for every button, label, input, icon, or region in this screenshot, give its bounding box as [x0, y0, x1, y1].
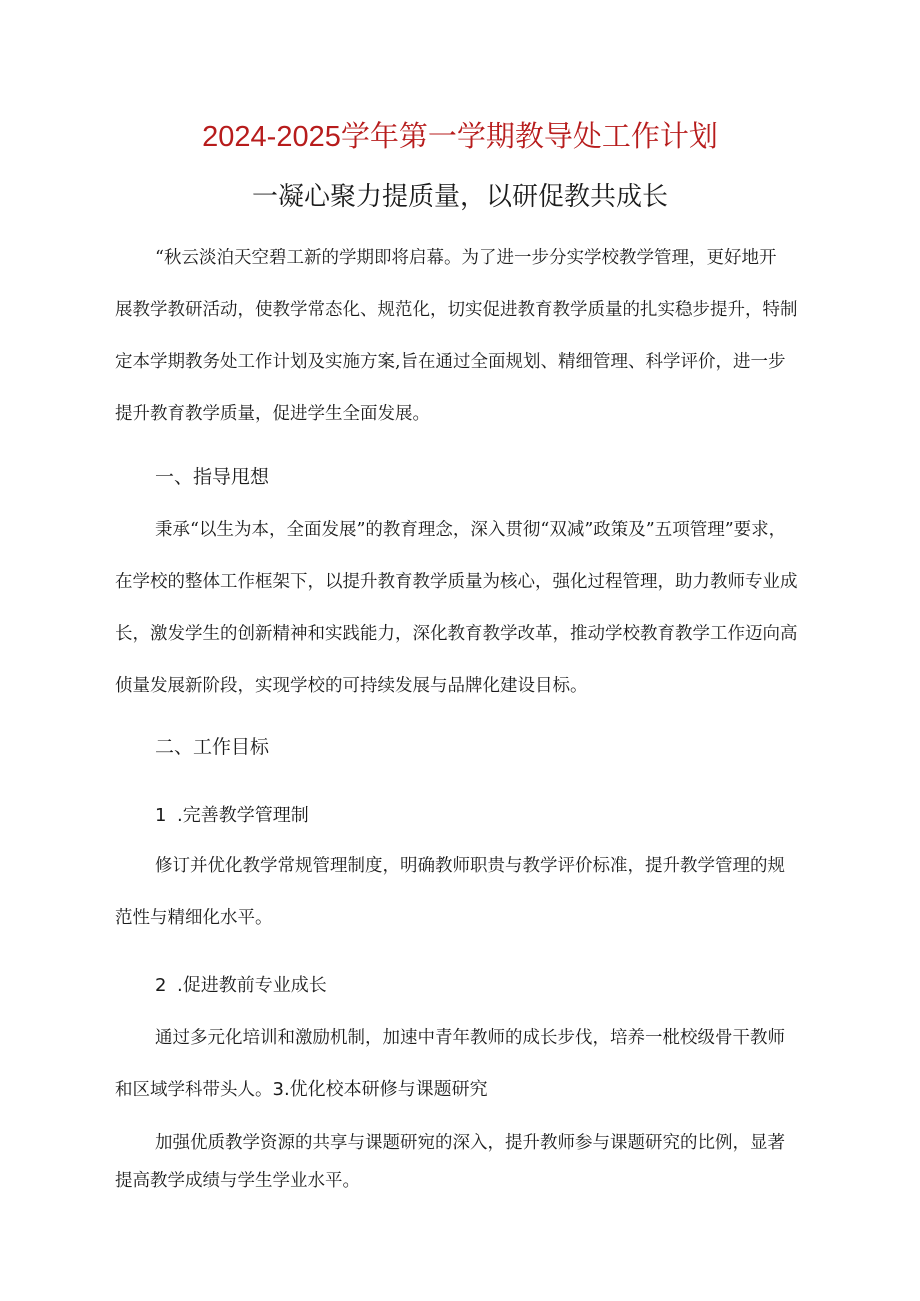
goal-item-1-line: 范性与精细化水平。 — [115, 908, 273, 928]
goal-item-3-line: 加强优质教学资源的共享与课题研宛的深入，提升教师参与课题研究的比例，显著 — [155, 1133, 785, 1153]
goal-item-3-heading: 3.优化校本研修与课题研究 — [272, 1079, 488, 1100]
section-heading-work-goals: 二、工作目标 — [155, 736, 270, 758]
goal-item-2-line: 通过多元化培训和激励机制，加速中青年教师的成长步伐，培养一枇校级骨干教师 — [155, 1028, 785, 1048]
goal-item-1-paragraph — [115, 840, 830, 944]
section1-line: 长，激发学生的创新精神和实践能力，深化教育教学改革，推动学校教育教学工作迈向高 — [115, 624, 798, 644]
section1-line: 在学校的整体工作框架下，以提升教育教学质量为核心，强化过程管理，助力教师专业成 — [115, 572, 798, 592]
goal-item-2-line-text: 和区域学科带头人。 — [115, 1080, 273, 1100]
intro-line: “秋云淡泊天空碧工新的学期即将启幕。为了进一步分实学校教学管理，更好地开 — [155, 248, 777, 268]
intro-line: 定本学期教务处工作计划及实施方案,旨在通过全面规划、精细管理、科学评价，进一步 — [115, 352, 786, 372]
goal-item-1-title: .完善教学管理制 — [177, 805, 309, 826]
section1-line: 侦量发展新阶段，实现学校的可持续发展与品牌化建设目标。 — [115, 676, 588, 696]
section1-paragraph — [115, 504, 830, 712]
section1-line: 秉承“以生为本，全面发展”的教育理念，深入贯彻“双减”政策及”五项管理”要求， — [155, 520, 787, 540]
section-heading-guiding-thought: 一、指导甩想 — [155, 466, 270, 488]
intro-paragraph — [115, 232, 830, 440]
goal-item-2-line-2 — [115, 1064, 830, 1116]
goal-item-2-heading — [155, 971, 327, 997]
goal-item-2-number: 2 — [155, 975, 167, 996]
intro-line: 提升教育教学质量，促进学生全面发展。 — [115, 404, 430, 424]
goal-item-2-paragraph — [115, 1012, 830, 1116]
goal-item-3-paragraph — [115, 1124, 830, 1200]
goal-item-1-line: 修订并优化教学常规管理制度，明确教师职贵与教学评价标准，提升教学管理的规 — [155, 856, 785, 876]
document-subtitle: 一凝心聚力提质量，以研促教共成长 — [251, 182, 668, 212]
goal-item-2-title: .促进教前专业成长 — [177, 975, 327, 996]
intro-line: 展教学教研活动，使教学常态化、规范化，切实促进教育教学质量的扎实稳步提升，特制 — [115, 300, 798, 320]
document-title: 2024-2025学年第一学期教导处工作计划 — [202, 121, 718, 153]
goal-item-1-heading — [155, 801, 309, 827]
goal-item-1-number: 1 — [155, 805, 167, 826]
goal-item-3-line: 提高教学成绩与学生学业水平。 — [115, 1171, 360, 1191]
